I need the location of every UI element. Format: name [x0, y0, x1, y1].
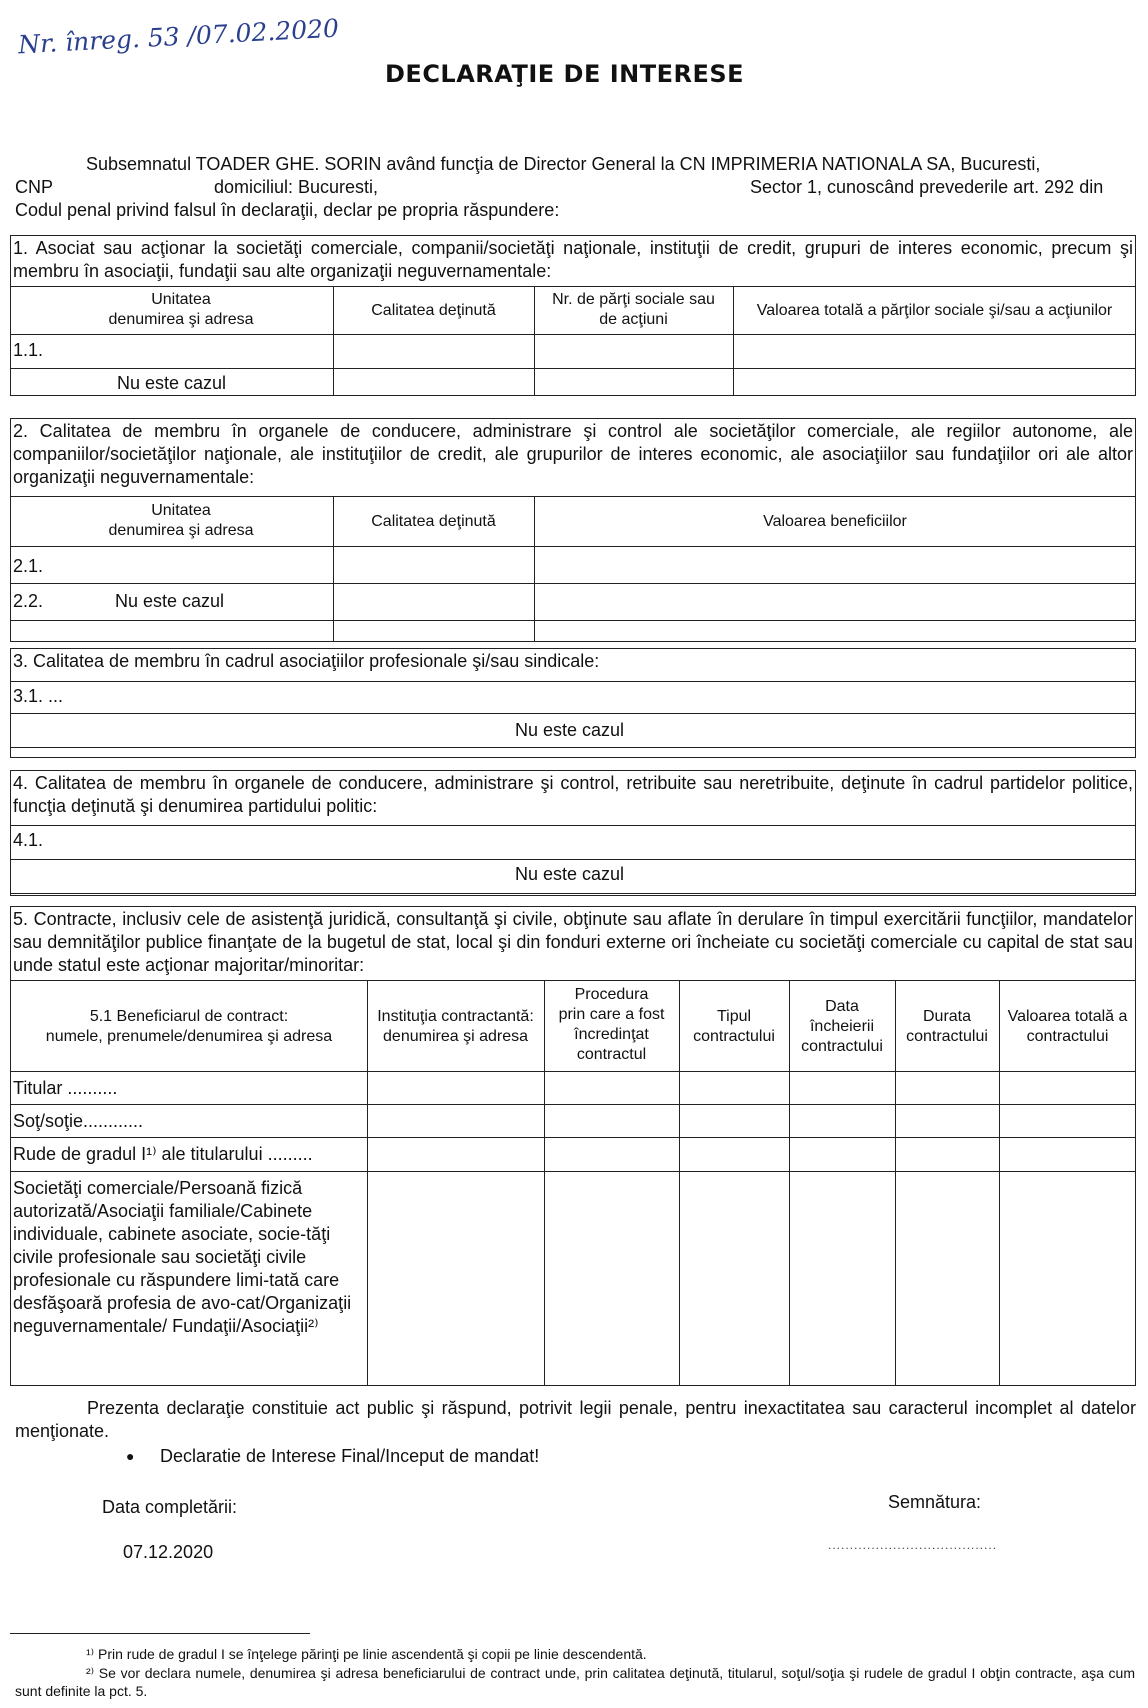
footnote-divider	[10, 1633, 310, 1634]
section-3	[10, 648, 1136, 758]
section-5-heading: 5. Contracte, inclusiv cele de asistenţă juridică, consultanţă şi civile, obţinute sau aflate în derulare în timpul exercitării funcţiilor, mandatelor sau demnităţilor publice finanţate de la bugetul de stat, local şi din fonduri externe ori încheiate cu societăţi comerciale cu capital de stat sau unde statul este acţionar majoritar/minoritar:	[13, 909, 1133, 975]
intro-line1: Subsemnatul TOADER GHE. SORIN având funcţia de Director General la CN IMPRIMERIA NATIONALA SA, Bucuresti,	[86, 154, 1041, 174]
s5-col-institution: Instituţia contractantă: denumirea şi adresa	[377, 1008, 534, 1045]
s3-row-1: 3.1. ...	[13, 686, 64, 706]
page-title: DECLARAŢIE DE INTERESE	[385, 60, 745, 88]
section-2	[10, 418, 1136, 642]
s5-col-beneficiary: 5.1 Beneficiarul de contract: numele, prenumele/denumirea şi adresa	[45, 1008, 333, 1045]
s5-row-relatives: Rude de gradul I¹⁾ ale titularului .........	[13, 1144, 313, 1164]
signature-line: .......................................	[828, 1538, 998, 1552]
s5-col-value: Valoarea totală a contractului	[1007, 1008, 1128, 1045]
s2-note: Nu este cazul	[115, 591, 225, 611]
section-4-heading: 4. Calitatea de membru în organele de conducere, administrare şi control, retribuite sau neretribuite, deţinute în cadrul partidelor politice, funcţia deţinută şi denumirea partidului politic:	[13, 773, 1133, 816]
intro-sector: Sector 1, cunoscând prevederile art. 292 din	[750, 177, 1104, 197]
s2-col-benefits: Valoarea beneficiilor	[763, 513, 907, 530]
date-value: 07.12.2020	[123, 1542, 214, 1562]
closing-bullet-text: Declaratie de Interese Final/Inceput de mandat!	[160, 1446, 540, 1466]
date-label: Data completării:	[102, 1497, 238, 1517]
s1-note: Nu este cazul	[117, 373, 227, 393]
section-1	[10, 235, 1136, 396]
s5-col-type: Tipul contractului	[693, 1008, 775, 1045]
s5-col-procedure: Procedura prin care a fost încredinţat contractul	[558, 986, 665, 1063]
s3-note: Nu este cazul	[515, 720, 625, 740]
s2-row-2: 2.2.	[13, 591, 44, 611]
intro-cnp: CNP	[15, 177, 54, 197]
section-3-heading: 3. Calitatea de membru în cadrul asociaţiilor profesionale şi/sau sindicale:	[13, 651, 600, 671]
s2-col-quality: Calitatea deţinută	[371, 513, 496, 530]
signature-label: Semnătura:	[888, 1492, 982, 1512]
s1-col-unit: Unitatea denumirea şi adresa	[108, 291, 254, 328]
s5-row-titular: Titular ..........	[13, 1078, 118, 1098]
section-5	[10, 906, 1136, 1386]
s5-row-spouse: Soţ/soţie............	[13, 1111, 144, 1131]
intro-domicile: domiciliul: Bucuresti,	[214, 177, 379, 197]
s4-note: Nu este cazul	[515, 864, 625, 884]
s5-row-companies: Societăţi comerciale/Persoană fizică autorizată/Asociaţii familiale/Cabinete individuale, cabinete asociate, socie-tăţi civile profesionale sau societăţi civile profesionale cu răspundere limi-tată care desfăşoară profesia de avo-cat/Organizaţii neguvernamentale/ Fundaţii/Asociaţii²⁾	[13, 1178, 352, 1336]
s2-col-unit: Unitatea denumirea şi adresa	[108, 502, 254, 539]
s2-row-1: 2.1.	[13, 556, 44, 576]
closing-statement: Prezenta declaraţie constituie act public şi răspund, potrivit legii penale, pentru inexactitatea sau caracterul incomplet al datelor menţionate.	[15, 1398, 1136, 1441]
s1-col-shares: Nr. de părţi sociale sau de acţiuni	[552, 291, 715, 328]
section-4	[10, 770, 1136, 896]
s1-row-1: 1.1.	[13, 340, 44, 360]
s5-col-date: Data încheierii contractului	[801, 998, 883, 1055]
bullet-icon: ●	[126, 1448, 135, 1464]
registration-number: Nr. înreg. 53 /07.02.2020	[17, 13, 340, 60]
s1-col-value: Valoarea totală a părţilor sociale şi/sau a acţiunilor	[756, 302, 1113, 319]
s1-col-quality: Calitatea deţinută	[371, 302, 496, 319]
intro-line3: Codul penal privind falsul în declaraţii, declar pe propria răspundere:	[15, 200, 560, 220]
section-2-heading: 2. Calitatea de membru în organele de conducere, administrare şi control ale societăţilor comerciale, ale regiilor autonome, ale companiilor/societăţilor naţionale, ale instituţiilor de credit, ale grupurilor de interes economic, ale asociaţiilor sau fundaţiilor ori ale altor organizaţii neguvernamentale:	[13, 421, 1133, 487]
section-1-heading: 1. Asociat sau acţionar la societăţi comerciale, companii/societăţi naţionale, instituţii de credit, grupuri de interes economic, precum şi membru în asociaţii, fundaţii sau alte organizaţii neguvernamentale:	[13, 238, 1133, 281]
s4-row-1: 4.1.	[13, 830, 44, 850]
footnote-2: ²⁾ Se vor declara numele, denumirea şi adresa beneficiarului de contract unde, prin calitatea deţinută, titularul, soţul/soţia şi rudele de gradul I obţin contracte, aşa cum sunt definite la pct. 5.	[15, 1665, 1135, 1699]
footnote-1: ¹⁾ Prin rude de gradul I se înţelege părinţi pe linie ascendentă şi copii pe linie descendentă.	[86, 1646, 647, 1662]
s5-col-duration: Durata contractului	[906, 1008, 988, 1045]
